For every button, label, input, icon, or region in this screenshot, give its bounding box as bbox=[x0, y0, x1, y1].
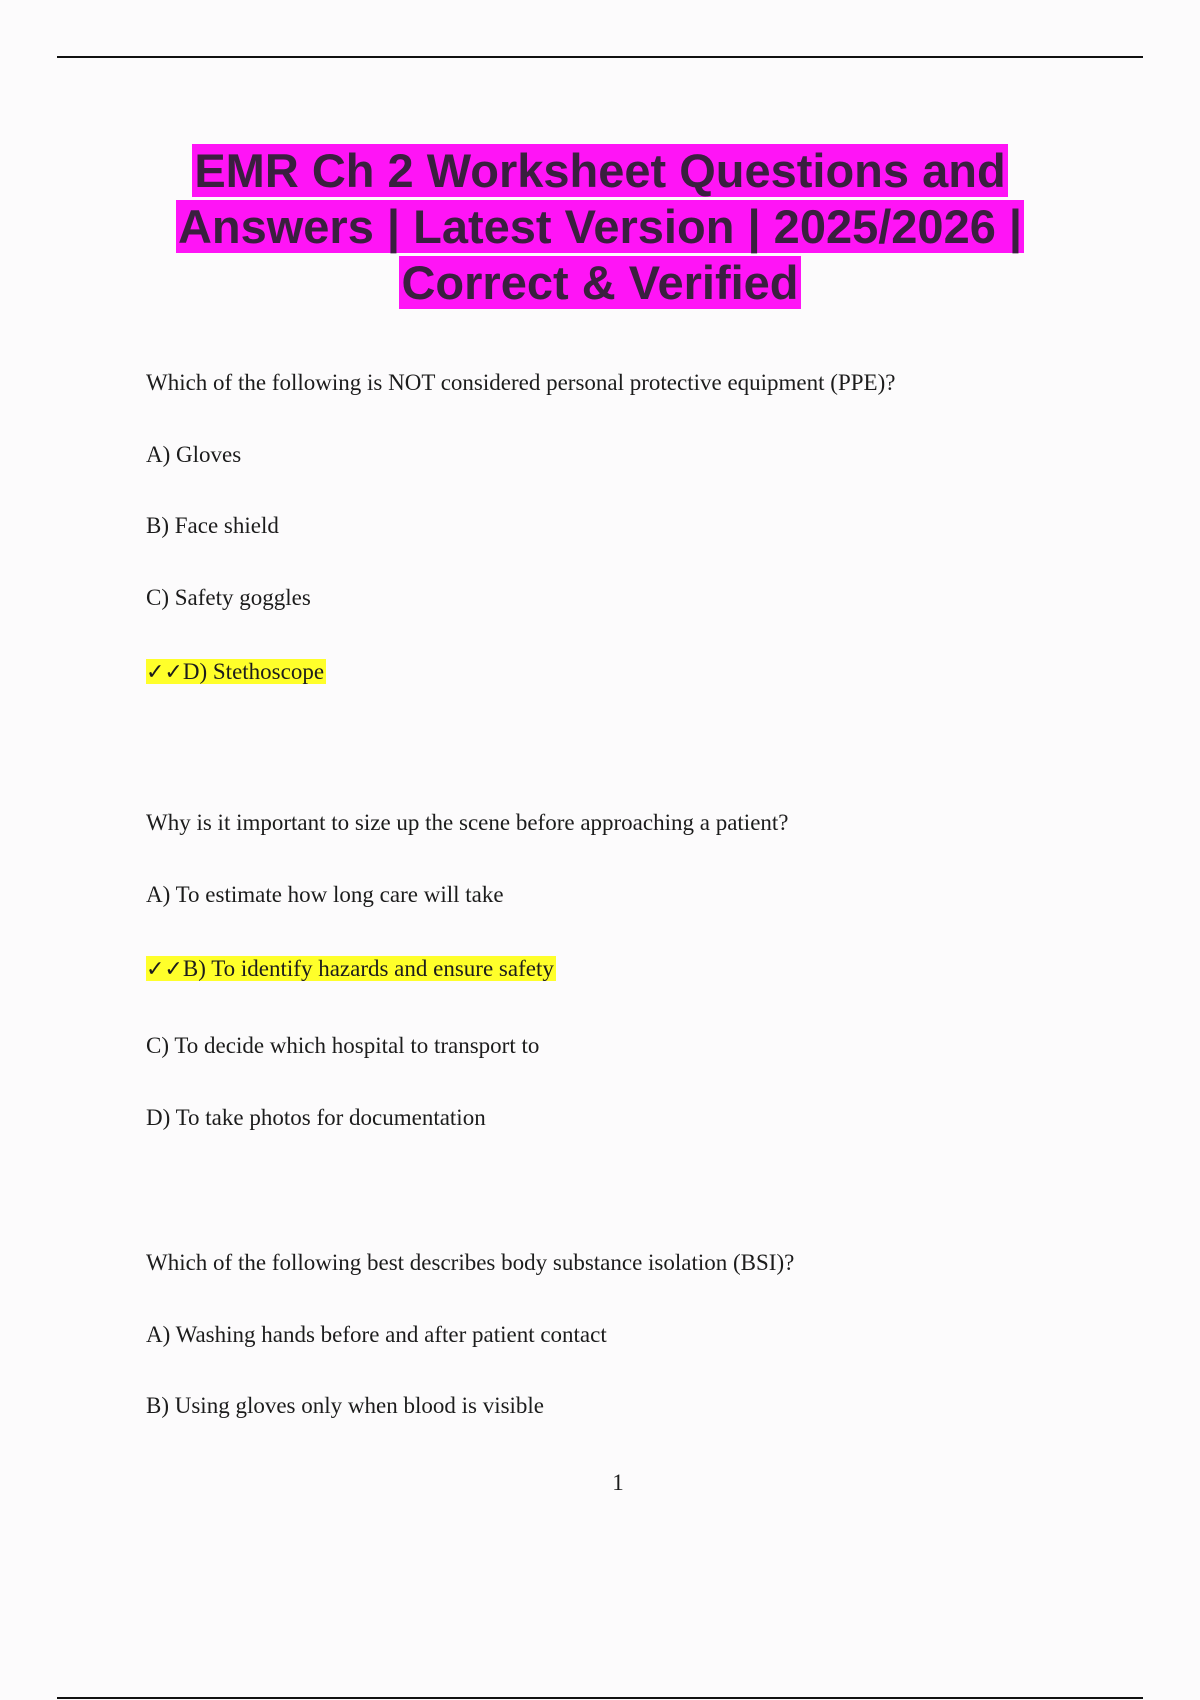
top-rule bbox=[57, 56, 1143, 58]
question-3-option-a: A) Washing hands before and after patient contact bbox=[146, 1322, 607, 1347]
question-3-option-b: B) Using gloves only when blood is visible bbox=[146, 1393, 545, 1418]
question-2-option-a: A) To estimate how long care will take bbox=[146, 882, 504, 907]
question-1-option-c: C) Safety goggles bbox=[146, 585, 311, 610]
question-3-text: Which of the following best describes body substance isolation (BSI)? bbox=[146, 1250, 795, 1275]
correct-answer-text: B) To identify hazards and ensure safety bbox=[182, 956, 554, 981]
question-2-option-d: D) To take photos for documentation bbox=[146, 1105, 486, 1130]
correct-answer-highlight bbox=[146, 659, 326, 684]
bottom-rule bbox=[57, 1697, 1143, 1699]
double-check-icon: ✓✓ bbox=[146, 957, 183, 982]
question-1-option-a: A) Gloves bbox=[146, 442, 242, 467]
title-line-3: Correct & Verified bbox=[401, 256, 799, 309]
question-2-option-c: C) To decide which hospital to transport to bbox=[146, 1033, 540, 1058]
document-title bbox=[100, 143, 1100, 311]
question-2-option-b-correct bbox=[146, 952, 556, 987]
question-1-text: Which of the following is NOT considered personal protective equipment (PPE)? bbox=[146, 370, 896, 395]
correct-answer-highlight bbox=[146, 956, 556, 981]
double-check-icon: ✓✓ bbox=[146, 660, 183, 685]
question-1-option-d-correct bbox=[146, 655, 326, 690]
question-1-option-b: B) Face shield bbox=[146, 513, 279, 538]
correct-answer-text: D) Stethoscope bbox=[182, 659, 325, 684]
page-number: 1 bbox=[612, 1470, 624, 1495]
question-2-text: Why is it important to size up the scene before approaching a patient? bbox=[146, 810, 789, 835]
title-line-2: Answers | Latest Version | 2025/2026 | bbox=[177, 200, 1023, 253]
title-line-1: EMR Ch 2 Worksheet Questions and bbox=[194, 144, 1006, 197]
